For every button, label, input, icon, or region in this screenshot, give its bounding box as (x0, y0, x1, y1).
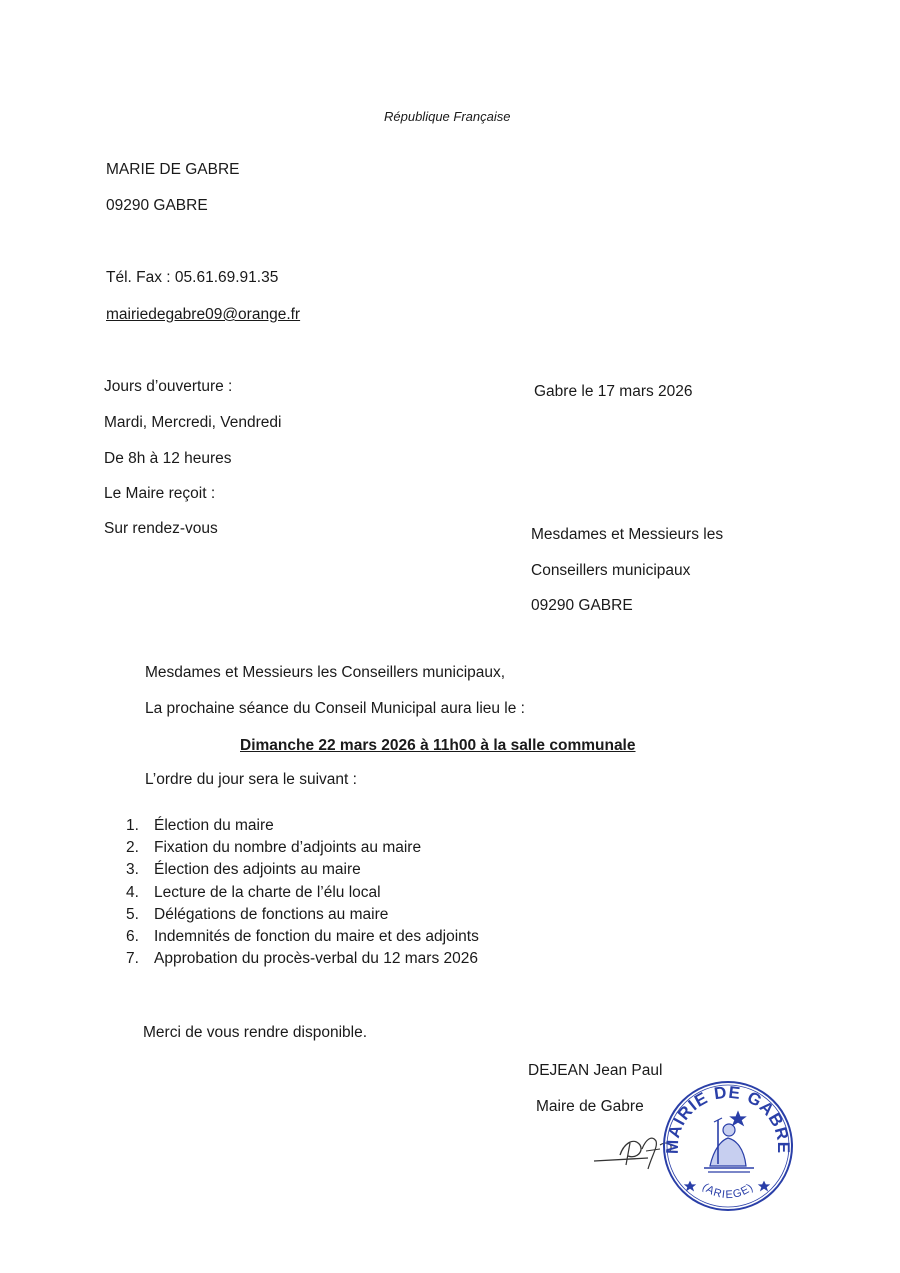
closing-line: Merci de vous rendre disponible. (143, 1024, 368, 1041)
list-item: 4. Lecture de la charte de l’élu local (126, 883, 381, 901)
sender-name: MARIE DE GABRE (106, 161, 240, 178)
republic-heading: République Française (384, 109, 511, 124)
list-item: 2. Fixation du nombre d’adjoints au maire (126, 839, 422, 857)
salutation: Mesdames et Messieurs les Conseillers municipaux, (145, 664, 506, 681)
list-item: 6. Indemnités de fonction du maire et des adjoints (126, 927, 479, 945)
opening-time: De 8h à 12 heures (104, 450, 232, 467)
list-item: 5. Délégations de fonctions au maire (126, 905, 389, 923)
recipient-line-1: Mesdames et Messieurs les (531, 526, 724, 543)
meeting-date-location: Dimanche 22 mars 2026 à 11h00 à la salle communale (240, 737, 636, 754)
list-item: 3. Élection des adjoints au maire (126, 861, 361, 879)
recipient-line-2: Conseillers municipaux (531, 562, 691, 579)
list-item: 7. Approbation du procès-verbal du 12 mars 2026 (126, 950, 478, 968)
signatory-name: DEJEAN Jean Paul (528, 1062, 663, 1079)
stamp-emblem-icon (686, 1112, 769, 1190)
appointment-note: Sur rendez-vous (104, 520, 218, 537)
official-stamp (660, 1078, 796, 1214)
opening-hours-title: Jours d’ouverture : (104, 378, 233, 395)
mayor-receives: Le Maire reçoit : (104, 485, 216, 502)
stamp-bottom-text: (ARIEGE) (699, 1181, 757, 1202)
date-line: Gabre le 17 mars 2026 (534, 383, 693, 400)
sender-city: 09290 GABRE (106, 197, 208, 214)
stamp-top-text: MAIRIE DE GABRE (662, 1082, 794, 1155)
recipient-line-3: 09290 GABRE (531, 597, 633, 614)
list-item: 1. Élection du maire (126, 817, 274, 834)
agenda-intro: L’ordre du jour sera le suivant : (145, 771, 357, 788)
opening-days: Mardi, Mercredi, Vendredi (104, 414, 282, 431)
svg-text:(ARIEGE) (700, 1181, 756, 1201)
meeting-intro: La prochaine séance du Conseil Municipal aura lieu le : (145, 700, 525, 717)
phone-fax: Tél. Fax : 05.61.69.91.35 (106, 269, 279, 286)
email-link[interactable]: mairiedegabre09@orange.fr (106, 306, 301, 323)
agenda-list (126, 815, 479, 970)
signatory-title: Maire de Gabre (536, 1098, 644, 1115)
